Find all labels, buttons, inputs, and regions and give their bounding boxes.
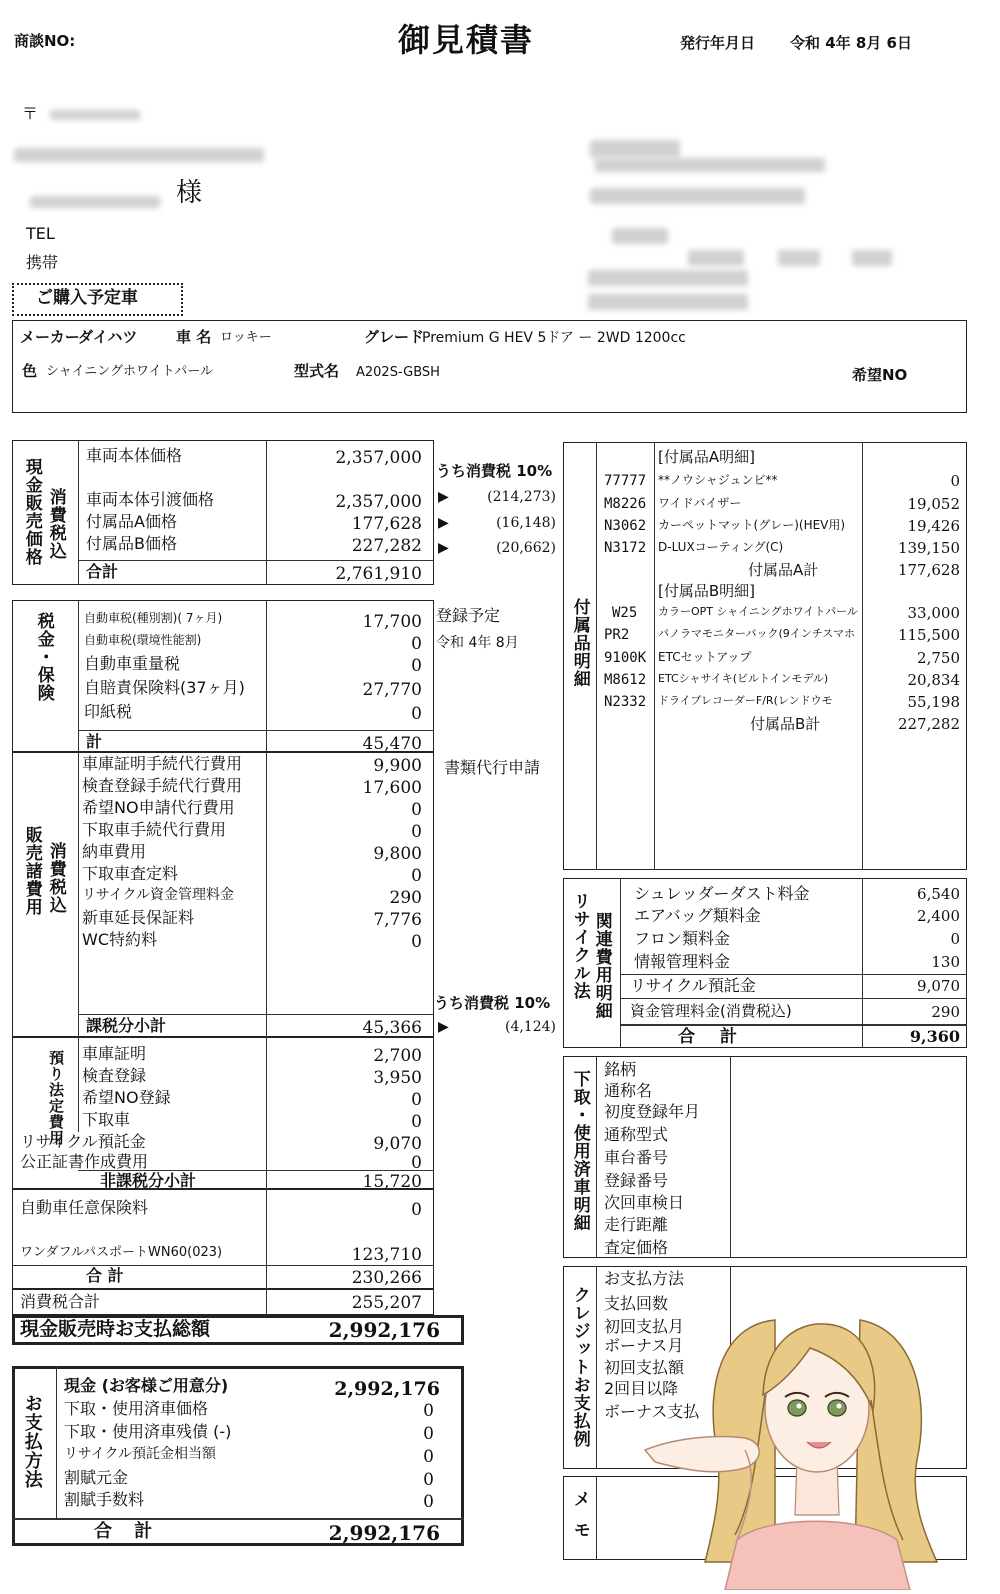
accessory-name: パノラマモニターパック(9インチスマホ: [658, 627, 856, 640]
fee-row-value: 0: [411, 822, 422, 842]
price-row-value: 177,628: [351, 514, 422, 534]
redacted-dealer-address: [590, 188, 805, 204]
color-value: シャイニングホワイトパール: [46, 364, 214, 379]
grand-subtotal-value: 230,266: [351, 1268, 422, 1288]
credit-row-label: お支払方法: [604, 1269, 685, 1288]
price-total-value: 2,761,910: [335, 564, 422, 584]
redacted-dealer-fax: [588, 270, 748, 286]
accessory-value: 115,500: [897, 626, 960, 644]
redacted-dealer-phone-3: [852, 250, 892, 266]
cash-total-label: 現金販売時お支払総額: [20, 1318, 211, 1340]
accessory-value: 55,198: [907, 693, 960, 711]
fee-row-label: 車庫証明手続代行費用: [82, 754, 243, 773]
redacted-customer-name: [30, 196, 160, 208]
cash-price-tax-label: 消費税込: [45, 488, 66, 560]
legal-row-value: 3,950: [373, 1068, 422, 1088]
recycle-row-value: 2,400: [917, 907, 960, 925]
car-name-label: 車 名: [176, 328, 212, 346]
recycle-side-label-2: 関連費用明細: [591, 912, 612, 1020]
accessory-value: 0: [950, 472, 960, 490]
fee-subtotal-label: 課税分小計: [86, 1016, 167, 1035]
accessory-value: 19,426: [907, 517, 960, 535]
credit-row-label: 初回支払月: [604, 1317, 685, 1336]
tradein-row-label: 通称型式: [604, 1125, 669, 1144]
payment-total-label: 合 計: [94, 1521, 161, 1542]
fee-row-value: 0: [411, 866, 422, 886]
price-row-value: 2,357,000: [335, 448, 422, 468]
price-tax-line: (16,148): [496, 515, 556, 531]
tradein-row-label: 初度登録年月: [604, 1102, 701, 1121]
accessory-name: **ノウシャジュンビ**: [658, 473, 778, 487]
payment-row-label: 割賦手数料: [64, 1490, 145, 1509]
accessory-a-total-label: 付属品A計: [748, 561, 819, 579]
credit-row-label: 支払回数: [604, 1294, 669, 1313]
accessory-name: カラーOPT シャイニングホワイトパール: [658, 605, 858, 618]
legal-row-label: 車庫証明: [82, 1044, 147, 1063]
redacted-address-line: [14, 148, 264, 162]
payment-row-value: 2,992,176: [334, 1378, 440, 1400]
fee-row-value: 7,776: [373, 910, 422, 930]
payment-row-label: リサイクル預託金相当額: [64, 1446, 217, 1462]
redacted-dealer-phone: [688, 250, 744, 266]
purchase-vehicle-label: ご購入予定車: [36, 288, 138, 308]
arrow-icon: ▶: [438, 489, 449, 505]
accessory-b-header: [付属品B明細]: [658, 582, 755, 600]
accessory-name: カーペットマット(グレー)(HEV用): [658, 518, 846, 532]
tradein-row-label: 次回車検日: [604, 1193, 685, 1212]
tradein-row-label: 車台番号: [604, 1148, 669, 1167]
tradein-row-label: 登録番号: [604, 1171, 669, 1190]
accessory-name: ETCセットアップ: [658, 650, 752, 664]
insurance-plan: ワンダフルパスポートWN60(023): [20, 1245, 223, 1260]
tax-row-value: 27,770: [362, 680, 422, 700]
accessory-value: 19,052: [907, 495, 960, 513]
fees-side-label: 販売諸費用: [21, 826, 42, 916]
redacted-address: [50, 110, 140, 120]
payment-row-value: 0: [423, 1470, 434, 1490]
memo-side-label: メモ: [569, 1490, 590, 1552]
honorific-sama: 様: [176, 178, 203, 208]
fee-tax-note: うち消費税 10%: [434, 994, 551, 1012]
accessory-code: M8226: [604, 496, 647, 512]
legal-side-label: 預り法定費用: [47, 1050, 65, 1146]
payment-row-value: 0: [423, 1447, 434, 1467]
recycle-row-value: 130: [931, 953, 960, 971]
price-row-label: 付属品B価格: [86, 534, 177, 553]
fee-tax-line: (4,124): [504, 1019, 556, 1035]
recycle-deposit-value: 9,070: [917, 977, 960, 995]
accessories-side-label: 付属品明細: [569, 598, 590, 688]
recycle-deposit-label: リサイクル預託金: [630, 976, 756, 995]
postal-mark: 〒: [22, 104, 39, 123]
insurance-label: 自動車任意保険料: [20, 1198, 149, 1217]
fee-row-value: 17,600: [362, 778, 422, 798]
insurance-value: 0: [411, 1200, 422, 1220]
document-title: 御見積書: [398, 21, 535, 59]
fees-tax-label: 消費税込: [45, 842, 66, 914]
recycle-total-label: 合 計: [678, 1027, 741, 1047]
fee-row-label: 希望NO申請代行費用: [82, 798, 235, 817]
recycle-row-label: エアバッグ類料金: [634, 906, 761, 925]
fee-row-label: 検査登録手続代行費用: [82, 776, 243, 795]
accessory-b-total: 227,282: [897, 715, 960, 733]
price-row-label: 車両本体価格: [86, 446, 183, 465]
plate-no-label: 希望NO: [852, 366, 908, 384]
accessory-a-total: 177,628: [897, 561, 960, 579]
insurance-plan-value: 123,710: [351, 1245, 422, 1265]
recycle-mgmt-value: 290: [931, 1003, 960, 1021]
tax-total-label: 計: [86, 732, 103, 751]
fee-row-label: リサイクル資金管理料金: [82, 887, 235, 903]
tax-row-value: 0: [411, 704, 422, 724]
fee-row-value: 9,800: [373, 844, 422, 864]
cash-total-value: 2,992,176: [328, 1318, 440, 1342]
accessory-code: 77777: [604, 473, 647, 489]
price-tax-note: うち消費税 10%: [436, 462, 553, 480]
accessory-name: ETCシャサイキ(ビルトインモデル): [658, 672, 829, 685]
price-row-label: 車両本体引渡価格: [86, 490, 215, 509]
fee-row-value: 0: [411, 932, 422, 952]
grade-label: グレード: [364, 328, 425, 346]
recycle-row-label: シュレッダーダスト料金: [634, 884, 810, 903]
grand-subtotal-label: 合 計: [86, 1266, 124, 1285]
price-tax-line: (214,273): [487, 489, 556, 505]
tradein-row-label: 通称名: [604, 1081, 653, 1100]
registration-label: 登録予定: [436, 606, 501, 625]
accessory-code: N3172: [604, 540, 647, 556]
payment-row-label: 割賦元金: [64, 1468, 129, 1487]
color-label: 色: [22, 362, 38, 380]
fee-row-label: 下取車査定料: [82, 864, 179, 883]
accessory-code: PR2: [604, 627, 630, 643]
redacted-dealer-phone-2: [778, 250, 820, 266]
fee-row-value: 0: [411, 800, 422, 820]
legal-row-label: 公正証書作成費用: [20, 1152, 149, 1171]
issue-date: 令和 4年 8月 6日: [790, 34, 912, 52]
legal-subtotal-label: 非課税分小計: [100, 1171, 197, 1190]
presenter-illustration: [625, 1300, 960, 1590]
fee-row-value: 290: [389, 888, 422, 908]
payment-row-value: 0: [423, 1401, 434, 1421]
cash-price-side-label: 現金販売価格: [21, 458, 42, 566]
accessory-name: D-LUXコーティング(C): [658, 540, 784, 554]
deal-no-label: 商談NO:: [14, 32, 76, 50]
car-name-value: ロッキー: [220, 330, 272, 345]
accessory-code: M8612: [604, 672, 647, 688]
tax-row-value: 0: [411, 656, 422, 676]
mobile-label: 携帯: [26, 253, 59, 272]
tax-total-value: 45,470: [362, 734, 422, 754]
accessory-code: W25: [612, 605, 638, 621]
tax-total-value: 255,207: [351, 1293, 422, 1313]
recycle-row-value: 6,540: [917, 885, 960, 903]
credit-side-label: クレジットお支払例: [569, 1286, 590, 1448]
tax-row-label: 自賠責保険料(37ヶ月): [84, 678, 245, 697]
payment-row-label: 下取・使用済車残債 (-): [64, 1422, 232, 1441]
payment-row-value: 0: [423, 1492, 434, 1512]
recycle-row-label: フロン類料金: [634, 929, 731, 948]
fee-row-label: 下取車手続代行費用: [82, 820, 227, 839]
accessory-code: 9100K: [604, 650, 647, 666]
redacted-dealer-contact: [612, 228, 668, 244]
accessory-name: ドライブレコーダーF/R(レンドウモ: [658, 694, 833, 707]
arrow-icon: ▶: [438, 1019, 449, 1035]
grade-value: Premium G HEV 5ドア ー 2WD 1200cc: [422, 330, 686, 346]
legal-subtotal-value: 15,720: [362, 1172, 422, 1192]
legal-row-value: 0: [411, 1112, 422, 1132]
credit-row-label: ボーナス月: [604, 1336, 684, 1355]
fee-row-label: 納車費用: [82, 842, 147, 861]
registration-date: 令和 4年 8月: [436, 635, 519, 651]
price-row-label: 付属品A価格: [86, 512, 177, 531]
payment-row-label: 現金 (お客様ご用意分): [64, 1376, 229, 1395]
fee-row-label: WC特約料: [82, 930, 157, 949]
tax-row-value: 0: [411, 634, 422, 654]
tax-row-value: 17,700: [362, 612, 422, 632]
accessory-value: 33,000: [907, 604, 960, 622]
credit-row-label: 初回支払額: [604, 1358, 685, 1377]
credit-row-label: 2回目以降: [604, 1379, 679, 1398]
tax-row-label: 自動車税(環境性能割): [84, 633, 202, 647]
tradein-row-label: 走行距離: [604, 1215, 669, 1234]
model-value: A202S-GBSH: [356, 365, 440, 380]
accessory-code: N3062: [604, 518, 647, 534]
legal-row-value: 9,070: [373, 1134, 422, 1154]
legal-row-label: 下取車: [82, 1110, 131, 1129]
tax-row-label: 印紙税: [84, 702, 133, 721]
accessory-code: N2332: [604, 694, 647, 710]
fee-subtotal-value: 45,366: [362, 1018, 422, 1038]
legal-row-value: 0: [411, 1153, 422, 1173]
accessory-value: 139,150: [897, 539, 960, 557]
price-row-value: 2,357,000: [335, 492, 422, 512]
fee-row-label: 新車延長保証料: [82, 908, 195, 927]
maker-value: ダイハツ: [78, 328, 138, 346]
redacted-dealer-staff: [588, 294, 748, 310]
credit-row-label: ボーナス支払: [604, 1402, 700, 1421]
doc-agency-note: 書類代行申請: [444, 758, 541, 777]
model-label: 型式名: [294, 362, 340, 380]
recycle-row-value: 0: [950, 930, 960, 948]
redacted-dealer-name: [590, 140, 680, 158]
tradein-row-label: 査定価格: [604, 1238, 669, 1257]
price-row-value: 227,282: [351, 536, 422, 556]
redacted-dealer-line: [595, 158, 825, 172]
legal-row-label: リサイクル預託金: [20, 1132, 146, 1151]
tradein-row-label: 銘柄: [604, 1060, 637, 1079]
recycle-row-label: 情報管理料金: [634, 952, 731, 971]
tel-label: TEL: [26, 224, 55, 243]
accessory-b-total-label: 付属品B計: [750, 715, 821, 733]
payment-total-value: 2,992,176: [328, 1521, 440, 1545]
accessory-value: 20,834: [907, 671, 960, 689]
legal-row-value: 0: [411, 1090, 422, 1110]
tax-row-label: 自動車税(種別割)( 7ヶ月): [84, 611, 223, 625]
tax-row-label: 自動車重量税: [84, 654, 181, 673]
tax-total-label: 消費税合計: [20, 1292, 101, 1311]
recycle-box: [563, 878, 967, 1048]
accessory-value: 2,750: [917, 649, 960, 667]
taxes-side-label: 税金・保険: [33, 612, 54, 702]
arrow-icon: ▶: [438, 540, 449, 556]
payment-row-label: 下取・使用済車価格: [64, 1399, 209, 1418]
legal-row-value: 2,700: [373, 1046, 422, 1066]
issue-date-label: 発行年月日: [680, 34, 756, 52]
payment-side-label: お支払方法: [21, 1394, 43, 1489]
recycle-mgmt-label: 資金管理料金(消費税込): [630, 1002, 792, 1020]
maker-label: メーカー: [20, 328, 80, 346]
fee-row-value: 9,900: [373, 756, 422, 776]
accessory-name: ワイドバイザー: [658, 496, 742, 510]
legal-row-label: 検査登録: [82, 1066, 147, 1085]
recycle-total-value: 9,360: [909, 1027, 960, 1046]
price-tax-line: (20,662): [496, 540, 556, 556]
tradein-side-label: 下取・使用済車明細: [569, 1070, 590, 1232]
payment-row-value: 0: [423, 1424, 434, 1444]
recycle-side-label: リサイクル法: [569, 892, 590, 1000]
arrow-icon: ▶: [438, 515, 449, 531]
accessory-a-header: [付属品A明細]: [658, 448, 755, 466]
price-total-label: 合計: [86, 562, 119, 581]
legal-row-label: 希望NO登録: [82, 1088, 171, 1107]
